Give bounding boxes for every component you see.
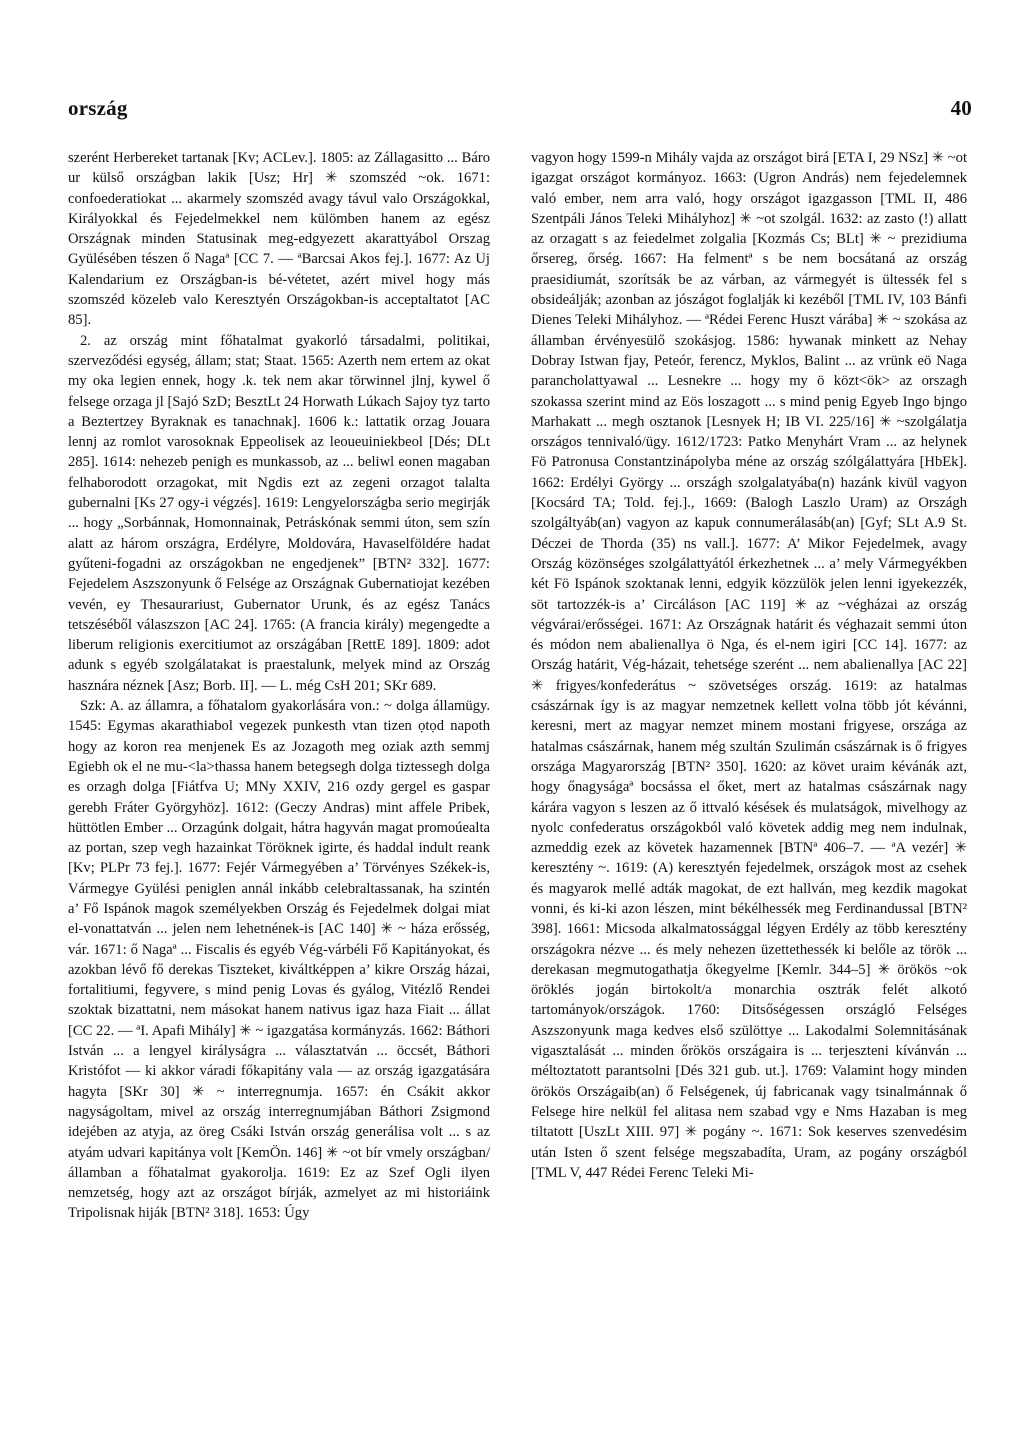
running-headword: ország: [68, 96, 128, 120]
left-column: [68, 148, 490, 1224]
entry-paragraph-1: szerént Herbereket tartanak [Kv; ACLev.]. 1805: az Zállagasitto ... Báro ur külső országban lakik [Usz; Hr] ✳ szomszéd ~ok. 1671: confoederatiokat ... akarmely szomszéd avagy távul valo Országokkal, Királyokkal és Fejedelmekkel nem külömben hanem az egész Országnak minden Statusinak meg-edgyezett akarattyábol Orszag Gyülésében tészen ő Nagaª [CC 7. — ªBarcsai Akos fej.]. 1677: Az Uj Kalendarium ez Országban-is bé-vétetet, azért mivel hogy más szomszéd közeleb valo Keresztyén Országokban-is acceptaltatot [AC 85].: [68, 150, 490, 329]
entry-paragraph-2: 2. az ország mint főhatalmat gyakorló társadalmi, politikai, szerveződési egység, állam; stat; Staat. 1565: Azerth nem ertem az okat my oka legien ennek, hogy .k. tek nem akar törwinnel jlnj, kywel ő felsege orzaga jl [Sajó SzD; BesztLt 24 Horwath Lúkach Sajoy tyz tarto a Beztertzey Byraknak es tanachnak]. 1606 k.: lattatik orzag Jouara lennj az romlot varosoknak Eppeolisek az leoueuiniekbeol [Dés; DLt 285]. 1614: nehezeb penigh es munkassob, az ... beliwl eonen magaban felhaborodott orzagokat, mit Ngdis ezt az zegeni orzagot talalta gubernalni [Ks 27 ogy-i végzés]. 1619: Lengyelországba serio megirják ... hogy „Sorbánnak, Homonnainak, Petráskónak semmi úton, sem szín alatt az három országra, Erdélyre, Moldovára, Havaselföldére hadat gyűteni-fogadni az országokban ne engedjenek” [BTN² 332]. 1677: Fejedelem Aszszonyunk ő Felsége az Országnak Gubernatiojat kezében vevén, ey Thesaurariust, Gubernator Urunk, és az egész Tanács tetszéséből válaszszon [AC 24]. 1765: (A francia király) megengedte a liberum religionis exercitiumot az országában [RettE 189]. 1809: adot adunk s egyéb szolgálatakat is praestalunk, melyek mind az Ország hasznára néznek [Asz; Borb. II]. — L. még CsH 201; SKr 689.: [68, 332, 490, 694]
right-column: [531, 148, 967, 1183]
entry-paragraph-4: vagyon hogy 1599-n Mihály vajda az országot birá [ETA I, 29 NSz] ✳ ~ot igazgat országot kormányoz. 1663: (Ugron András) nem fejedelemnek való ember, nem arra való, hogy országot igazgasson [TML II, 486 Szentpáli János Teleki Mihályhoz] ✳ ~ot szolgál. 1632: az zasto (!) allatt az orzagatt s az feiedelmet zolgalia [Kozmás Cs; BLt] ✳ ~ prezidiuma őrsereg, őrség. 1667: Ha felmentª s be nem bocsátaná az ország praesidiumát, szorítsák be az várban, az vármegyét is ültessék fel s obsideálják; azonban az jószágot foglalják ki kezéből [TML IV, 103 Bánfi Dienes Teleki Mihályhoz. — ªRédei Ferenc Huszt várába] ✳ ~ szokása az államban érvényesülő szokásjog. 1586: hywanak minkett az Nehay Dobray Istwan fjay, Peteór, ferencz, Myklos, Balint ... az vrünk eö Naga parancholattyawal ... Lesnekre ... hogy my ö közt<ök> az orszagh szokassa szerint mind az Eös loszagott ... s mind penig Egyeb Ingo bjngo Marhakatt ... megh osztanok [Lesnyek H; IB VI. 225/16] ✳ ~szolgálatja országos tennivaló/ügy. 1612/1723: Patko Menyhárt Vram ... az helynek Fö Patronusa Constantzinápolyba méne az ország szólgálattyára [HbEk]. 1662: Erdélyi György ... országh szolgalatyába(n) hazánk kivül vagyon [Kocsárd TA; Told. fej.]., 1669: (Balogh Laszlo Uram) az Országh szolgáltyáb(an) vagyon az kapuk connumerálasáb(an) [Gyf; SLt A.9 St. Déczei de Thorda (35) ns vall.]. 1677: A’ Mikor Fejedelmek, avagy Ország közönséges szolgálattyától érkezhetnek ... a’ mely Vármegyékben két Fö Ispánok szoktanak lenni, edgyik közzülök jelen lenni igyekezzék, söt tartozzék-is a’ Circáláson [AC 119] ✳ az ~végházai az ország végvárai/erősségei. 1671: Az Országnak határit és véghazait semmi úton és módon nem abalienallya ö Nga, és el-nem igiri [CC 14]. 1677: az Ország határit, Vég-házait, tehetsége szerént ... nem abalienallya [AC 22] ✳ frigyes/konfederátus ~ szövetséges ország. 1619: az hatalmas császárnak így is az magyar nemzetnek kellett volna több jót kévánni, keresni, mert az magyar nemzet minem mostani frigyese, országa az hatalmas császárnak, hanem még szultán Szulimán császárnak is ő frigyes országa Magyarország [BTN² 350]. 1620: az követ uraim kévánák azt, hogy őnagyságaª bocsássa el őket, mert az hatalmas császárnak nagy kárára vagyon s leszen az ő ittvaló késések és mulatságok, mivelhogy az nyolc confederatus országokból való követek addig meg nem indulnak, azmeddig ezek az követek hazamennek [BTNª 406–7. — ªA vezér] ✳ keresztény ~. 1619: (A) keresztyén fejedelmek, országok most az csehek és magyarok mellé adták magokat, de ezt hallván, meg kezdik magokat vonni, és ki-ki azon lészen, mint békélhessék meg Ferdinandussal [BTN² 398]. 1661: Micsoda alkalmatossággal légyen Erdély az több keresztény országokra nézve ... és mely nehezen üzettethessék ki belőle az török ... derekasan megmutogathatja őkegyelme [Kemlr. 344–5] ✳ örökös ~ok öröklés jogán birtokolt/a monarchia osztrák felét alkotó tartományok/országok. 1760: Ditsőségessen országló Felséges Aszszonyunk maga kedves első szülöttye ... Lakodalmi Solemnitásának vigasztalását ... minden őrökös országaira is ... terjeszteni kívánván ... méltoztatott parantsolni [Dés 321 gub. ut.]. 1769: Valamint hogy minden örökös Országaib(an) ő Felségenek, új fabricanak vagy tsinalmánnak ő Felsege hire nelkül fel alitasa nem szabad vgy e Nms Hazaban is meg tiltatott [UszLt XIII. 97] ✳ pogány ~. 1671: Sok keserves szenvedésim után Isten ő szent felsége megszabadíta, Uram, az pogány országból [TML V, 447 Rédei Ferenc Teleki Mi-: [531, 150, 967, 1181]
entry-paragraph-3: Szk: A. az államra, a főhatalom gyakorlására von.: ~ dolga államügy. 1545: Egymas akarathiabol vegezek punkesth vtan tizen ọtọd napoth hogy az koron rea menjenek Es az Jozagoth meg oziak azth semmj Egiebh ok el ne mu-<la>thassa hanem betegsegh dolga tiztessegh dolga es orzagh dolga [Fiátfva U; MNy XXIV, 216 ozdy gergel es gaspar gerebh Fráter Györgyhöz]. 1612: (Geczy Andras) mint affele Pribek, hüttötlen Ember ... Orzagúnk dolgait, hátra hagyván magat promoúealta az portan, szep vegh hazainkat Töröknek igirte, és haddal indult reank [Kv; PLPr 73 fej.]. 1677: Fejér Vármegyében a’ Törvényes Székek-is, Vármegye Gyülési peniglen annál inkább celebraltassanak, ha szintén a’ Fő Ispánok magok személyekben Ország és Fejedelmek dolgai miat el-vonattatván ... jelen nem lehetnének-is [AC 140] ✳ ~ háza erősség, vár. 1671: ő Nagaª ... Fiscalis és egyéb Vég-várbéli Fő Kapitányokat, és azokban lévő fő derekas Tiszteket, kiváltképpen a’ kikre Ország házai, fortalitiumi, fegyvere, s mind penig Lovas és gyálog, Vitézlő Rendei szoktak bizattatni, nem másokat hanem nativus igaz haza Fiait ... állat [CC 22. — ªI. Apafi Mihály] ✳ ~ igazgatása kormányzás. 1662: Báthori István ... a lengyel királyságra ... választatván ... öccsét, Báthori Kristófot — ki akkor váradi főkapitány vala — az ország igazgatására hagyta [SKr 30] ✳ ~ interregnumja. 1657: én Csákit akkor nagyságoltam, mivel az ország interregnumjában Báthori Zsigmond idejében az atyja, az öreg Csáki István ország generálisa volt ... s az atyám udvari kapitánya volt [KemÖn. 146] ✳ ~ot bír vmely országban/államban a főhatalmat gyakorolja. 1619: Ez az Szef Ogli ilyen nemzetség, hogy azt az országot bírják, azmelyet az mi historiáink Tripolisnak hiják [BTN² 318]. 1653: Úgy: [68, 698, 490, 1222]
page-header: [68, 96, 972, 126]
page-number: 40: [950, 96, 972, 120]
